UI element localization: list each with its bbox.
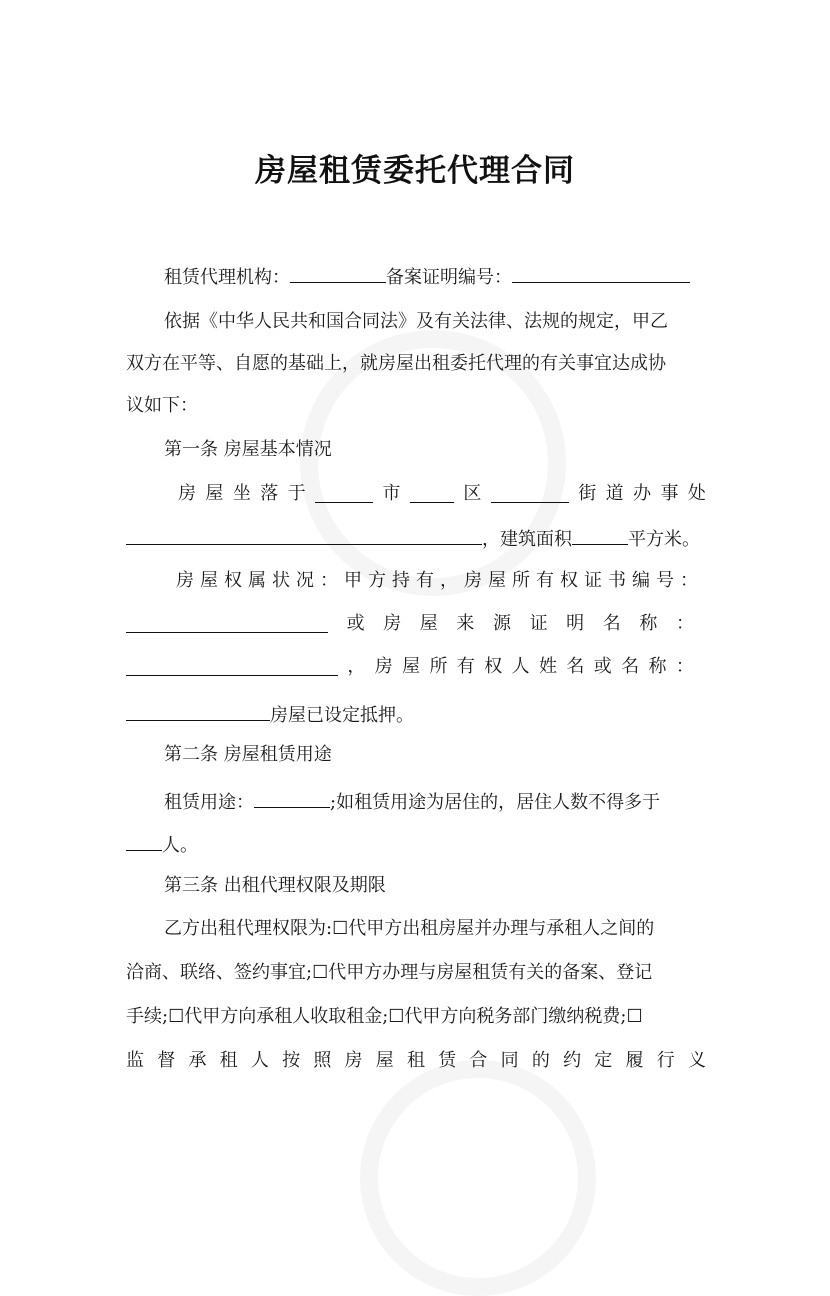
owner-char: 证 (584, 570, 602, 591)
owner-char: 书 (608, 570, 626, 591)
intro-line-1: 依据《中华人民共和国合同法》及有关法律、法规的规定，甲乙 (164, 311, 668, 332)
source-char: 称 (639, 613, 658, 634)
agency-line (164, 262, 706, 290)
owner-char: ： (320, 570, 338, 591)
street-blank (491, 482, 569, 503)
agency-label: 租赁代理机构： (164, 267, 290, 288)
owner-name-char: 所 (429, 656, 448, 677)
street-char: 道 (605, 483, 624, 504)
source-char: 源 (492, 613, 511, 634)
street-char: 事 (660, 483, 679, 504)
scope-char: 同 (500, 1050, 519, 1071)
owner-name-char: 或 (593, 656, 612, 677)
scope-char: 督 (157, 1050, 176, 1071)
scope-char: 租 (219, 1050, 238, 1071)
usage-blank (254, 787, 330, 808)
owner-name-char: ： (675, 656, 694, 677)
occupants-blank (126, 830, 162, 851)
scope-char: 房 (344, 1050, 363, 1071)
source-char: 证 (529, 613, 548, 634)
area-line (126, 524, 706, 552)
scope-char: 租 (406, 1050, 425, 1071)
source-char: 或 (346, 613, 365, 634)
owner-char: 房 (464, 570, 482, 591)
scope-char: 约 (563, 1050, 582, 1071)
source-char: ： (675, 613, 694, 634)
certificate-number-blank (126, 612, 328, 633)
scope-char: 照 (313, 1050, 332, 1071)
source-name-blank (126, 655, 338, 676)
street-char: 处 (687, 483, 706, 504)
scope-char: 承 (188, 1050, 207, 1071)
owner-name-char: 称 (648, 656, 667, 677)
owner-char: 有 (536, 570, 554, 591)
scope-line-1: 乙方出租代理权限为:☐代甲方出租房屋并办理与承租人之间的 (164, 918, 655, 939)
location-line (178, 482, 706, 506)
loc-char: 房 (178, 483, 196, 504)
loc-char: 坐 (232, 483, 251, 504)
filing-label: 备案证明编号： (386, 267, 512, 288)
agency-blank (290, 262, 386, 283)
occupants-unit: 人。 (162, 835, 198, 856)
owner-name-char: 房 (374, 656, 393, 677)
owner-char: 属 (248, 570, 266, 591)
scope-char: 屋 (375, 1050, 394, 1071)
scope-char: 合 (469, 1050, 488, 1071)
page-title: 房屋租赁委托代理合同 (255, 153, 575, 189)
owner-char: 号 (656, 570, 674, 591)
scope-line-2: 洽商、联络、签约事宜;☐代甲方办理与房屋租赁有关的备案、登记 (126, 962, 653, 983)
filing-number-blank (512, 262, 690, 283)
scope-char: 监 (126, 1050, 144, 1071)
mortgage-text: 房屋已设定抵押。 (270, 705, 414, 726)
ownership-line-2 (126, 612, 694, 636)
owner-char: ， (440, 570, 458, 591)
source-char: 房 (383, 613, 402, 634)
ownership-line-3 (126, 655, 694, 679)
scope-char: 人 (250, 1050, 269, 1071)
street-char: 办 (633, 483, 652, 504)
address-blank (126, 524, 482, 545)
owner-name-char: 人 (511, 656, 530, 677)
intro-line-2: 双方在平等、自愿的基础上，就房屋出租委托代理的有关事宜达成协 (126, 353, 666, 374)
scope-char: 定 (594, 1050, 613, 1071)
intro-line-3: 议如下： (126, 395, 198, 416)
owner-name-char: 权 (484, 656, 503, 677)
owner-char: 况 (296, 570, 314, 591)
owner-char: 屋 (200, 570, 218, 591)
usage-text: ;如租赁用途为居住的，居住人数不得多于 (330, 792, 661, 813)
occupants-line (126, 830, 706, 858)
scope-char: 义 (687, 1050, 706, 1071)
owner-name-char: 屋 (402, 656, 421, 677)
owner-char: 所 (512, 570, 530, 591)
area-unit: 平方米。 (628, 529, 700, 550)
area-label: ，建筑面积 (482, 529, 572, 550)
area-blank (572, 524, 628, 545)
owner-name-blank (126, 700, 270, 721)
scope-char: 赁 (438, 1050, 457, 1071)
mortgage-line (126, 700, 706, 728)
owner-char: 屋 (488, 570, 506, 591)
source-char: 来 (456, 613, 475, 634)
owner-name-char: ， (347, 656, 366, 677)
owner-char: 甲 (344, 570, 362, 591)
article-3-heading: 第三条 出租代理权限及期限 (164, 875, 386, 896)
district-blank (410, 482, 454, 503)
scope-char: 的 (531, 1050, 550, 1071)
owner-name-char: 姓 (539, 656, 557, 677)
owner-char: ： (680, 570, 698, 591)
loc-char: 于 (287, 483, 306, 504)
district-label: 区 (463, 483, 482, 504)
owner-name-char: 有 (456, 656, 475, 677)
ownership-line-1 (176, 569, 698, 593)
owner-char: 有 (416, 570, 434, 591)
scope-line-3: 手续;☐代甲方向承租人收取租金;☐代甲方向税务部门缴纳税费;☐ (126, 1006, 643, 1027)
city-blank (315, 482, 373, 503)
scope-char: 行 (656, 1050, 675, 1071)
source-char: 屋 (419, 613, 438, 634)
owner-char: 持 (392, 570, 410, 591)
owner-name-char: 名 (621, 656, 640, 677)
owner-char: 方 (368, 570, 386, 591)
street-char: 街 (578, 483, 597, 504)
city-label: 市 (382, 483, 401, 504)
owner-char: 状 (272, 570, 290, 591)
source-char: 名 (602, 613, 621, 634)
loc-char: 屋 (205, 483, 224, 504)
scope-line-4 (126, 1049, 706, 1073)
scope-char: 按 (282, 1050, 301, 1071)
watermark-ring-bottom (360, 1060, 596, 1296)
owner-char: 权 (560, 570, 578, 591)
owner-char: 编 (632, 570, 650, 591)
article-1-heading: 第一条 房屋基本情况 (164, 439, 332, 460)
owner-char: 权 (224, 570, 242, 591)
owner-name-char: 名 (566, 656, 585, 677)
scope-char: 履 (625, 1050, 644, 1071)
article-2-heading: 第二条 房屋租赁用途 (164, 744, 332, 765)
loc-char: 落 (260, 483, 279, 504)
source-char: 明 (566, 613, 585, 634)
usage-line (164, 787, 706, 815)
owner-char: 房 (176, 570, 194, 591)
usage-label: 租赁用途： (164, 792, 254, 813)
